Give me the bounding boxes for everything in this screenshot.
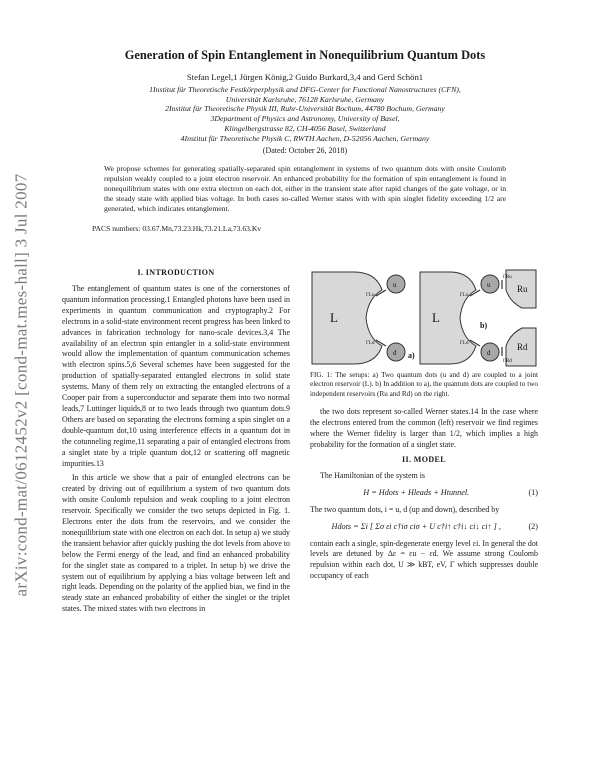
paragraph: contain each a single, spin-degenerate energy level εi. In general the dot levels are detuned by Δε = εu − εd. We assume strong Coulomb repulsion within each dot, U ≫ kBT, eV, Γ which suppresses double occupancy of each — [310, 538, 538, 581]
equation-body: H = Hdots + Hleads + Htunnel. — [363, 487, 470, 497]
panel-label-b: b) — [480, 321, 488, 330]
label-u-a: u — [393, 281, 397, 289]
affiliation-line: 3Department of Physics and Astronomy, University of Basel, — [210, 114, 400, 124]
equation-number: (2) — [528, 521, 538, 531]
lead-left-shape-a — [312, 272, 382, 364]
affiliation-line: 1Institut für Theoretische Festkörperphysik and DFG-Center for Functional Nanostructures (CFN), — [149, 85, 461, 94]
affiliation-line: 2Institut für Theoretische Physik III, Ruhr-Universität Bochum, 44780 Bochum, Germany — [165, 104, 445, 114]
panel-label-a: a) — [408, 351, 415, 360]
date-line: (Dated: October 26, 2018) — [262, 146, 348, 156]
paragraph: the two dots represent so-called Werner states.14 In the case where the electrons entered from the common (left) reservoir we find regimes where the Werner fidelity is larger than 1/2, which implies a high probability for the formation of a singlet state. — [310, 407, 538, 449]
equation-body: Hdots = Σi [ Σσ εi c†iσ ciσ + U c†i↑ c†i↓ ci↓ ci↑ ] , — [331, 521, 501, 531]
label-L-b: L — [432, 310, 440, 325]
lead-left-shape-b — [420, 272, 476, 364]
paper-header — [90, 48, 520, 233]
paper-title: Generation of Spin Entanglement in Nonequilibrium Quantum Dots — [124, 48, 486, 62]
author-list: Stefan Legel,1 Jürgen König,2 Guido Burkard,3,4 and Gerd Schön1 — [186, 72, 424, 82]
paragraph: The Hamiltonian of the system is — [320, 470, 425, 480]
label-d-b: d — [487, 349, 491, 357]
label-L-a: L — [330, 310, 338, 325]
label-gamma-ru-b: ΓRu — [503, 275, 512, 280]
figure-caption: FIG. 1: The setups: a) Two quantum dots (u and d) are coupled to a joint electron reservoir (L). b) In addition to a), the quantum dots are coupled to two independent reservoirs (Ru and Rd) on the right. — [310, 371, 538, 398]
equation-2 — [310, 522, 538, 531]
affiliation-line: Klingelbergstrasse 82, CH-4056 Basel, Switzerland — [224, 123, 386, 133]
label-u-b: u — [487, 281, 491, 289]
abstract: We propose schemes for generating spatially-separated spin entanglement in systems of two quantum dots with onsite Coulomb repulsion weakly coupled to a joint electron reservoir. An enhanced probability for the formation of spin entanglement is found in nonequilibrium states with one extra electron on each dot, either in the transient state after rapid changes of the gate voltage, or in the steady state with applied bias voltage. In both cases so-called Werner states with with spin singlet fidelity exceeding 1/2 are generated, which indicates entanglement. — [104, 164, 506, 213]
label-Ru: Ru — [517, 284, 528, 294]
affiliations — [90, 85, 520, 143]
paragraph: The entanglement of quantum states is one of the cornerstones of quantum information processing.1 Entangled photons have been used in experiments in quantum communication and cryptography.2 For electrons in a solid-state environment recent progress has been linked to advances in fabrication technology for nano-scale devices.3,4 The availability of an electron spin entangler in a solid-state environment would allow the implementation of quantum communication schemes with electron spins.5,6 Several schemes have been suggested for the production of spatially-separated entangled electrons in solid state systems. Many of them rely on extracting the entangled electrons of a Cooper pair from a superconductor and separate them into two normal leads,7 Luttinger liquids,8 or to two leads through two quantum dots.9 Others are based on separating the electrons forming a spin singlet on a double-quantum dot,10 using interference effects in a quantum dot in the cotunneling regime,11 separating a pair of entangled electrons from a singlet state by a triple quantum dot,12 or scattering off magnetic impurities.13 — [62, 284, 290, 468]
affiliation-line: Universität Karlsruhe, 76128 Karlsruhe, Germany — [225, 94, 385, 104]
figure-1-setups — [310, 268, 538, 368]
label-Rd: Rd — [517, 342, 528, 352]
equation-1 — [310, 488, 538, 497]
label-gamma-rd-b: ΓRd — [503, 359, 512, 364]
label-gamma-lu-a: ΓLu — [366, 293, 375, 298]
pacs-numbers: PACS numbers: 03.67.Mn,73.23.Hk,73.21.La,73.63.Kv — [92, 223, 262, 233]
arxiv-identifier-stamp — [6, 150, 36, 620]
equation-number: (1) — [528, 487, 538, 497]
affiliation-line: 4Institut für Theoretische Physik C, RWTH Aachen, D-52056 Aachen, Germany — [180, 133, 430, 143]
left-column — [62, 268, 290, 619]
label-d-a: d — [393, 349, 397, 357]
setup-diagram — [310, 268, 538, 368]
label-gamma-lu-b: ΓLu — [460, 293, 469, 298]
right-column — [310, 268, 538, 586]
arxiv-stamp-text: arXiv:cond-mat/0612452v2 [cond-mat.mes-hall] 3 Jul 2007 — [11, 173, 30, 597]
paragraph: In this article we show that a pair of entangled electrons can be created by driving out of equilibrium a system of two quantum dots with onsite Coulomb repulsion and weak coupling to a joint electron reservoir. Specifically we consider the two setups depicted in Fig. 1. Electrons enter the dots from the reservoirs, and we consider the nonequilibrium state with one electron on each dot. In setup a) we study the transient behavior after quickly pushing the dot levels from above to below the Fermi energy of the lead, and find an enhanced probability for the singlet state as compared to a triplet. In setup b) we drive the system out of equilibrium by applying a bias voltage between left and right leads. Depending on the polarity of the applied bias, we find in the steady state an enhanced probability of either the singlet or the triplet states. The mixed states with two electrons in — [62, 473, 290, 614]
label-gamma-ld-a: ΓLd — [366, 341, 375, 346]
section-heading-introduction: I. INTRODUCTION — [137, 268, 215, 277]
section-heading-model: II. MODEL — [401, 454, 447, 464]
paragraph: The two quantum dots, i = u, d (up and down), described by — [310, 504, 500, 514]
label-gamma-ld-b: ΓLd — [460, 341, 469, 346]
